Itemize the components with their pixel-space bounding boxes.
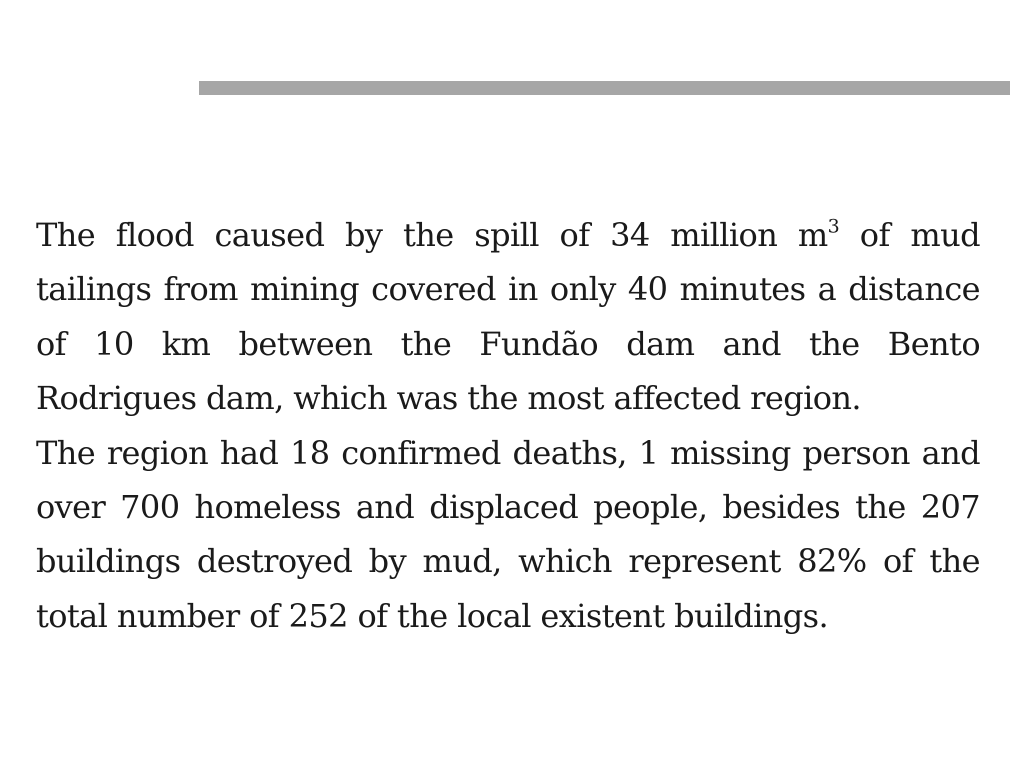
paragraph-1-text-end: of mud tailings from mining covered in only 40 minutes a distance of 10 km between the Fundão dam and the Bento Rodrigues dam, which was the most affected region. bbox=[36, 216, 980, 418]
paragraph-1-text-start: The flood caused by the spill of 34 million m bbox=[36, 216, 828, 254]
decorative-top-rule bbox=[199, 81, 1010, 95]
body-text bbox=[36, 208, 980, 643]
paragraph-casualties: The region had 18 confirmed deaths, 1 missing person and over 700 homeless and displaced people, besides the 207 buildings destroyed by mud, which represent 82% of the total number of 252 of the local existent buildings. bbox=[36, 433, 980, 635]
cubic-superscript: 3 bbox=[827, 215, 840, 238]
paragraph-flood-description bbox=[36, 208, 980, 426]
